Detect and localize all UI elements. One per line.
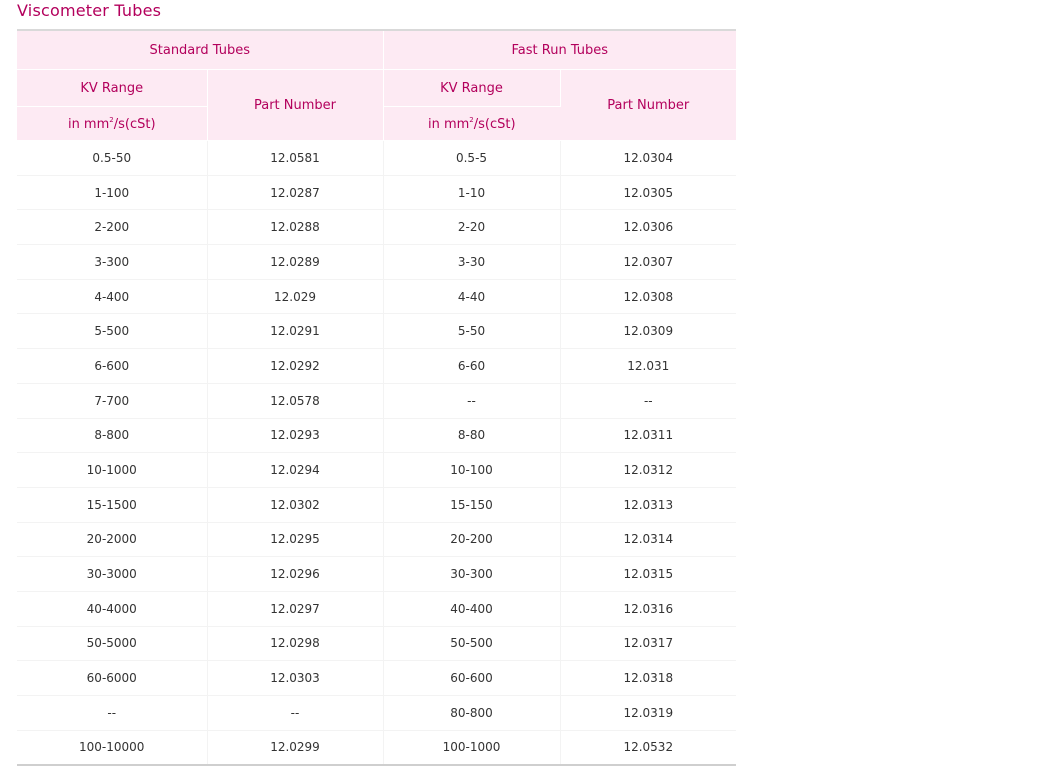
unit-suffix: /s(cSt) [473, 116, 516, 132]
standard-part-number-cell: 12.0578 [207, 383, 383, 418]
table-row [17, 522, 736, 557]
fast-kv-range-cell: 3-30 [383, 245, 560, 280]
standard-kv-range-cell: 8-800 [17, 418, 207, 453]
standard-kv-range-cell: 10-1000 [17, 453, 207, 488]
standard-part-number-cell: 12.0581 [207, 141, 383, 176]
fast-kv-range-cell: 1-10 [383, 175, 560, 210]
standard-kv-range-cell: 20-2000 [17, 522, 207, 557]
fast-part-number-cell: 12.0318 [560, 661, 736, 696]
fast-part-number-cell: 12.0532 [560, 730, 736, 765]
table-row [17, 245, 736, 280]
standard-kv-unit-header [17, 107, 207, 141]
fast-kv-range-cell: -- [383, 383, 560, 418]
standard-part-number-cell: 12.0287 [207, 175, 383, 210]
table-row [17, 418, 736, 453]
fast-kv-range-cell: 30-300 [383, 557, 560, 592]
standard-part-number-cell: 12.0299 [207, 730, 383, 765]
fast-part-number-cell: 12.0311 [560, 418, 736, 453]
standard-part-number-cell: 12.0292 [207, 349, 383, 384]
fast-kv-range-cell: 80-800 [383, 696, 560, 731]
standard-kv-range-cell: 1-100 [17, 175, 207, 210]
table-row [17, 487, 736, 522]
standard-part-number-cell: 12.0294 [207, 453, 383, 488]
table-body [17, 141, 736, 765]
table-row [17, 730, 736, 765]
standard-tubes-header: Standard Tubes [17, 30, 383, 70]
table-row [17, 661, 736, 696]
unit-suffix: /s(cSt) [113, 116, 156, 132]
standard-part-number-cell: 12.0288 [207, 210, 383, 245]
fast-kv-unit-header [383, 107, 560, 141]
fast-kv-range-cell: 15-150 [383, 487, 560, 522]
standard-part-number-cell: 12.0302 [207, 487, 383, 522]
standard-kv-range-cell: 7-700 [17, 383, 207, 418]
table-row [17, 453, 736, 488]
standard-kv-range-header: KV Range [17, 70, 207, 107]
fast-kv-range-header: KV Range [383, 70, 560, 107]
fast-kv-range-cell: 60-600 [383, 661, 560, 696]
table-row [17, 279, 736, 314]
standard-part-number-cell: 12.0303 [207, 661, 383, 696]
standard-kv-range-cell: 50-5000 [17, 626, 207, 661]
standard-kv-range-cell: 30-3000 [17, 557, 207, 592]
unit-exponent: 2 [469, 115, 474, 124]
fast-kv-range-cell: 0.5-5 [383, 141, 560, 176]
table-row [17, 349, 736, 384]
standard-part-number-cell: 12.0291 [207, 314, 383, 349]
fast-kv-range-cell: 10-100 [383, 453, 560, 488]
fast-part-number-cell: 12.0309 [560, 314, 736, 349]
fast-part-number-cell: 12.0313 [560, 487, 736, 522]
fast-kv-range-cell: 20-200 [383, 522, 560, 557]
fast-kv-range-cell: 100-1000 [383, 730, 560, 765]
fast-part-number-cell: 12.0319 [560, 696, 736, 731]
table-row [17, 314, 736, 349]
fast-run-tubes-header: Fast Run Tubes [383, 30, 736, 70]
standard-kv-range-cell: 0.5-50 [17, 141, 207, 176]
table-row [17, 696, 736, 731]
fast-part-number-cell: 12.0314 [560, 522, 736, 557]
table-row [17, 210, 736, 245]
standard-kv-range-cell: 2-200 [17, 210, 207, 245]
standard-kv-range-cell: 5-500 [17, 314, 207, 349]
fast-part-number-cell: 12.0307 [560, 245, 736, 280]
page-title: Viscometer Tubes [17, 1, 162, 20]
table-row [17, 557, 736, 592]
unit-prefix: in mm [427, 116, 470, 132]
standard-kv-range-cell: 100-10000 [17, 730, 207, 765]
fast-part-number-cell: 12.0308 [560, 279, 736, 314]
fast-part-number-cell: 12.0315 [560, 557, 736, 592]
standard-kv-range-cell: 6-600 [17, 349, 207, 384]
standard-kv-range-cell: 4-400 [17, 279, 207, 314]
fast-part-number-cell: 12.0316 [560, 591, 736, 626]
fast-part-number-cell: 12.0306 [560, 210, 736, 245]
table-row [17, 175, 736, 210]
standard-part-number-cell: 12.0297 [207, 591, 383, 626]
fast-kv-range-cell: 50-500 [383, 626, 560, 661]
table-row [17, 626, 736, 661]
table-row [17, 383, 736, 418]
fast-part-number-cell: -- [560, 383, 736, 418]
table-row [17, 591, 736, 626]
standard-kv-range-cell: -- [17, 696, 207, 731]
unit-prefix: in mm [67, 116, 110, 132]
fast-part-number-cell: 12.0304 [560, 141, 736, 176]
standard-kv-range-cell: 15-1500 [17, 487, 207, 522]
fast-kv-range-cell: 5-50 [383, 314, 560, 349]
fast-part-number-header: Part Number [560, 70, 736, 141]
standard-part-number-cell: -- [207, 696, 383, 731]
table-row [17, 141, 736, 176]
fast-kv-range-cell: 4-40 [383, 279, 560, 314]
fast-part-number-cell: 12.031 [560, 349, 736, 384]
fast-kv-range-cell: 40-400 [383, 591, 560, 626]
fast-part-number-cell: 12.0305 [560, 175, 736, 210]
standard-part-number-cell: 12.0295 [207, 522, 383, 557]
standard-part-number-cell: 12.0289 [207, 245, 383, 280]
fast-kv-range-cell: 6-60 [383, 349, 560, 384]
standard-part-number-cell: 12.029 [207, 279, 383, 314]
standard-part-number-cell: 12.0293 [207, 418, 383, 453]
viscometer-table [17, 29, 736, 766]
standard-kv-range-cell: 40-4000 [17, 591, 207, 626]
standard-part-number-cell: 12.0296 [207, 557, 383, 592]
standard-kv-range-cell: 3-300 [17, 245, 207, 280]
standard-kv-range-cell: 60-6000 [17, 661, 207, 696]
unit-exponent: 2 [109, 115, 114, 124]
fast-kv-range-cell: 8-80 [383, 418, 560, 453]
fast-kv-range-cell: 2-20 [383, 210, 560, 245]
standard-part-number-cell: 12.0298 [207, 626, 383, 661]
standard-part-number-header: Part Number [207, 70, 383, 141]
fast-part-number-cell: 12.0317 [560, 626, 736, 661]
fast-part-number-cell: 12.0312 [560, 453, 736, 488]
